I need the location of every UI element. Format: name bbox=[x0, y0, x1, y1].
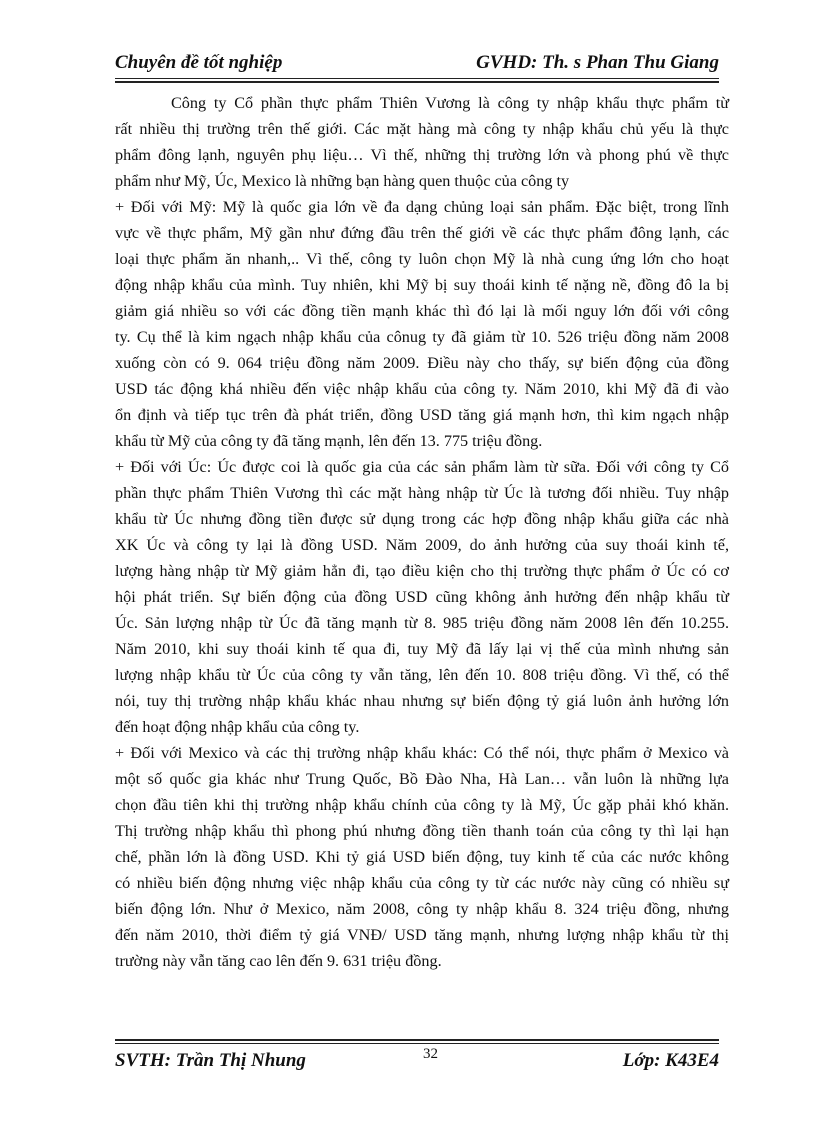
text-line: động nhập khẩu của mình. Tuy nhiên, khi Mỹ bị suy thoái kinh tế nặng nề, đồng đô la bị bbox=[115, 276, 729, 294]
text-line: nói, tuy thị trường nhập khẩu khác nhau nhưng sự biến động tỷ giá luôn ảnh hưởng lớn bbox=[115, 692, 729, 710]
text-line: Thị trường nhập khẩu thì phong phú nhưng đồng tiền thanh toán của công ty thì lại hạn bbox=[115, 822, 729, 840]
text-line: khẩu từ Mỹ của công ty đã tăng mạnh, lên đến 13. 775 triệu đồng. bbox=[115, 432, 543, 450]
header-supervisor: GVHD: Th. s Phan Thu Giang bbox=[476, 52, 719, 73]
text-line: phẩm đông lạnh, nguyên phụ liệu… Vì thế, những thị trường lớn và phong phú về thực bbox=[115, 146, 729, 164]
text-line: giảm giá nhiều so với các đồng tiền mạnh khác thì đó lại là mối nguy lớn đối với công bbox=[115, 302, 729, 320]
header-rule bbox=[115, 78, 719, 83]
body-text bbox=[115, 90, 729, 974]
text-line: vực về thực phẩm, Mỹ gần như đứng đầu trên thế giới về các thực phẩm đông lạnh, các bbox=[115, 224, 729, 242]
text-line: lượng nhập khẩu từ Úc của công ty vẫn tăng, lên đến 10. 808 triệu đồng. Vì thế, có thể bbox=[115, 666, 729, 684]
text-line: Năm 2010, khi suy thoái kinh tế qua đi, tuy Mỹ đã lấy lại vị thế của mình nhưng sản bbox=[115, 640, 729, 658]
text-line: + Đối với Mexico và các thị trường nhập khẩu khác: Có thể nói, thực phẩm ở Mexico và bbox=[115, 744, 729, 762]
page-footer bbox=[115, 1046, 719, 1074]
text-line: XK Úc và công ty lại là đồng USD. Năm 2009, do ảnh hưởng của suy thoái kinh tế, bbox=[115, 536, 729, 554]
text-line: đến hoạt động nhập khẩu của công ty. bbox=[115, 718, 360, 736]
page-number: 32 bbox=[423, 1046, 438, 1062]
text-line: + Đối với Mỹ: Mỹ là quốc gia lớn về đa dạng chủng loại sản phẩm. Đặc biệt, trong lĩnh bbox=[115, 198, 729, 216]
text-line: có nhiều biến động nhưng việc nhập khẩu của công ty từ các nước này cũng có nhiều sự bbox=[115, 874, 729, 892]
header-title: Chuyên đề tốt nghiệp bbox=[115, 52, 283, 73]
text-line: biến động lớn. Như ở Mexico, năm 2008, công ty nhập khẩu 8. 324 triệu đồng, nhưng bbox=[115, 900, 729, 918]
text-line: ổn định và tiếp tục trên đà phát triển, đồng USD tăng giá mạnh hơn, thì kim ngạch nhập bbox=[115, 406, 729, 424]
text-line: xuống còn có 9. 064 triệu đồng năm 2009. Điều này cho thấy, sự biến động của đồng bbox=[115, 354, 729, 372]
footer-class: Lớp: K43E4 bbox=[622, 1050, 719, 1071]
text-line: hội phát triển. Sự biến động của đồng USD cũng không ảnh hưởng đến nhập khẩu từ bbox=[115, 588, 729, 606]
text-line: khẩu từ Úc nhưng đồng tiền được sử dụng trong các hợp đồng nhập khẩu giữa các nhà bbox=[115, 510, 729, 528]
text-line: phẩm như Mỹ, Úc, Mexico là những bạn hàng quen thuộc của công ty bbox=[115, 172, 570, 190]
footer-rule bbox=[115, 1039, 719, 1044]
text-line: chọn đầu tiên khi thị trường nhập khẩu chính của công ty là Mỹ, Úc gặp phải khó khăn. bbox=[115, 796, 729, 814]
text-line: Công ty Cổ phần thực phẩm Thiên Vương là công ty nhập khẩu thực phẩm từ bbox=[171, 94, 729, 112]
text-line: rất nhiều thị trường trên thế giới. Các mặt hàng mà công ty nhập khẩu chủ yếu là thực bbox=[115, 120, 729, 138]
text-line: lượng hàng nhập từ Mỹ giảm hẳn đi, tạo điều kiện cho thị trường thực phẩm ở Úc có cơ bbox=[115, 562, 729, 580]
text-line: trường này vẫn tăng cao lên đến 9. 631 triệu đồng. bbox=[115, 952, 442, 970]
text-line: chế, phần lớn là đồng USD. Khi tỷ giá USD biến động, tuy kinh tế của các nước không bbox=[115, 848, 729, 866]
text-line: đến năm 2010, thời điểm tỷ giá VNĐ/ USD tăng mạnh, nhưng lượng nhập khẩu từ thị bbox=[115, 926, 729, 944]
text-line: phần thực phẩm Thiên Vương thì các mặt hàng nhập từ Úc là tương đối nhiều. Tuy nhập bbox=[115, 484, 729, 502]
text-line: + Đối với Úc: Úc được coi là quốc gia của các sản phẩm làm từ sữa. Đối với công ty Cổ bbox=[115, 458, 729, 476]
text-line: loại thực phẩm ăn nhanh,.. Vì thế, công ty luôn chọn Mỹ là nhà cung ứng lớn cho hoạt bbox=[115, 250, 729, 268]
text-line: USD tác động khá nhiều đến việc nhập khẩu của công ty. Năm 2010, khi Mỹ đã đi vào bbox=[115, 380, 729, 398]
text-line: ty. Cụ thể là kim ngạch nhập khẩu của cônug ty đã giảm từ 10. 526 triệu đồng năm 2008 bbox=[115, 328, 729, 346]
text-line: Úc. Sản lượng nhập từ Úc đã tăng mạnh từ 8. 985 triệu đồng năm 2008 lên đến 10.255. bbox=[115, 614, 729, 632]
page-header bbox=[115, 50, 719, 76]
footer-student: SVTH: Trần Thị Nhung bbox=[115, 1050, 306, 1071]
text-line: một số quốc gia khác như Trung Quốc, Bồ Đào Nha, Hà Lan… vẫn luôn là những lựa bbox=[115, 770, 729, 788]
